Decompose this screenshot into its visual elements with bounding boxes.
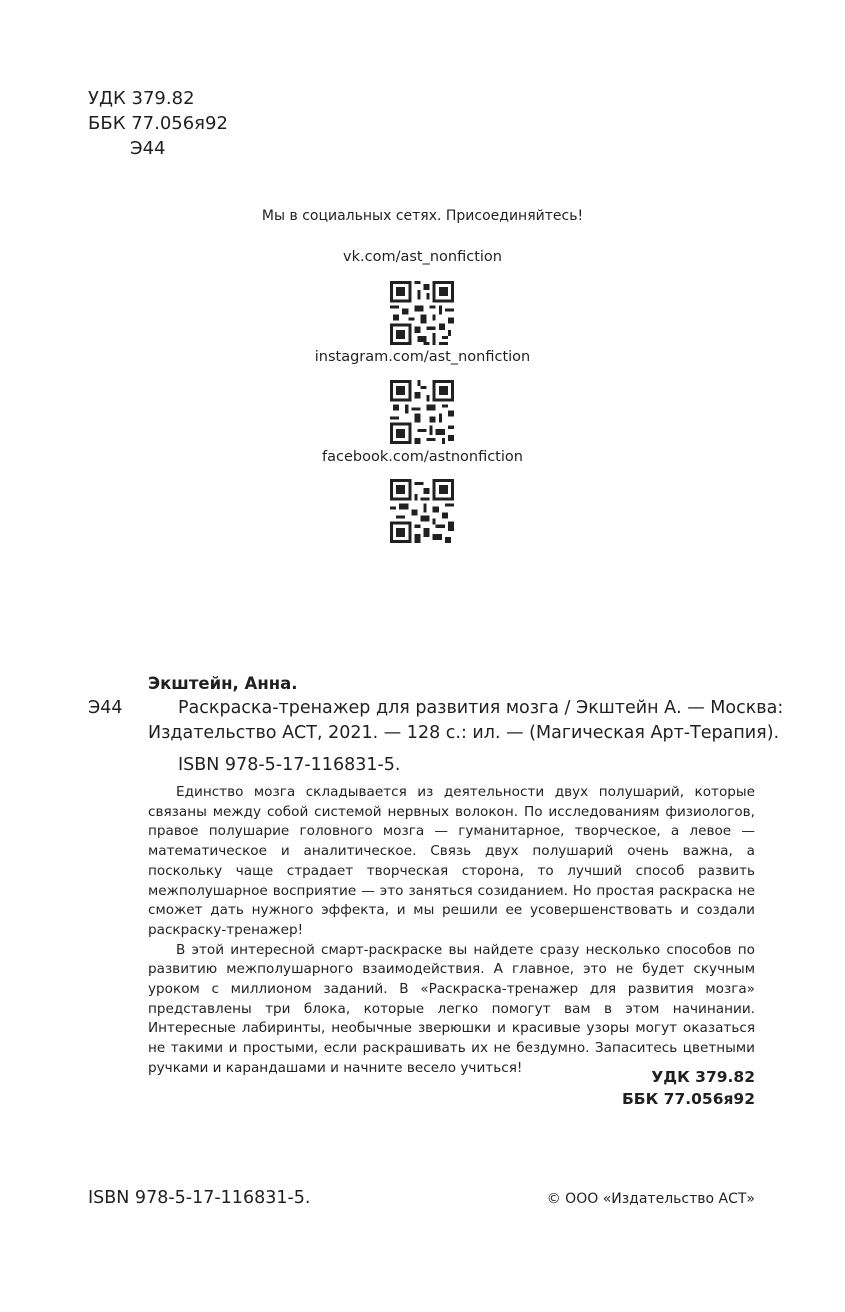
social-heading: Мы в социальных сетях. Присоединяйтесь!: [261, 208, 584, 224]
annotation-paragraph: Единство мозга складывается из деятельности двух полушарий, которые связаны между собой системой нервных волокон. По исследованиям физиологов, правое полушарие головного мозга — гуманитарное, творческое, а левое — математическое и аналитическое. Связь двух полушарий очень важна, а поскольку чаще страдает творческая сторона, то лучший способ развить межполушарное восприятие — это заняться созиданием. Но простая раскраска не сможет дать нужного эффекта, и мы решили ее усовершенствовать и создали раскраску-тренажер!: [148, 784, 755, 938]
footer-isbn: ISBN 978-5-17-116831-5.: [88, 1188, 311, 1208]
author-name: Экштейн, Анна.: [148, 674, 298, 693]
annotation-paragraph: В этой интересной смарт-раскраске вы найдете сразу несколько способов по развитию межполушарного взаимодействия. А главное, это не будет скучным уроком с миллионом заданий. В «Раскраска-тренажер для развития мозга» представлены три блока, которые легко помогут вам в этом начинании. Интересные лабиринты, необычные зверюшки и красивые узоры могут оказаться не такими и простыми, если раскрашивать их не бездумно. Запаситесь цветными ручками и карандашами и начните весело учиться!: [148, 941, 755, 1076]
qr-code-icon[interactable]: [390, 281, 454, 345]
qr-code-icon[interactable]: [390, 380, 454, 444]
bbk-code: ББК 77.056я92: [621, 1090, 755, 1108]
author-mark: Э44: [88, 698, 123, 718]
isbn-line: ISBN 978-5-17-116831-5.: [178, 755, 401, 775]
title-line: Раскраска-тренажер для развития мозга / Экштейн А. — Москва:: [178, 698, 784, 718]
author-mark: Э44: [130, 138, 166, 159]
qr-code-icon[interactable]: [390, 479, 454, 543]
copyright: © ООО «Издательство АСТ»: [546, 1191, 755, 1207]
udk-code: УДК 379.82: [88, 88, 195, 109]
annotation: [148, 783, 755, 1079]
udk-code: УДК 379.82: [651, 1068, 755, 1086]
bbk-code: ББК 77.056я92: [88, 113, 228, 134]
facebook-link[interactable]: facebook.com/astnonfiction: [322, 449, 523, 465]
vk-link[interactable]: vk.com/ast_nonfiction: [343, 249, 502, 265]
instagram-link[interactable]: instagram.com/ast_nonfiction: [314, 349, 531, 365]
title-line: Издательство АСТ, 2021. — 128 с.: ил. — (Магическая Арт-Терапия).: [148, 723, 780, 743]
